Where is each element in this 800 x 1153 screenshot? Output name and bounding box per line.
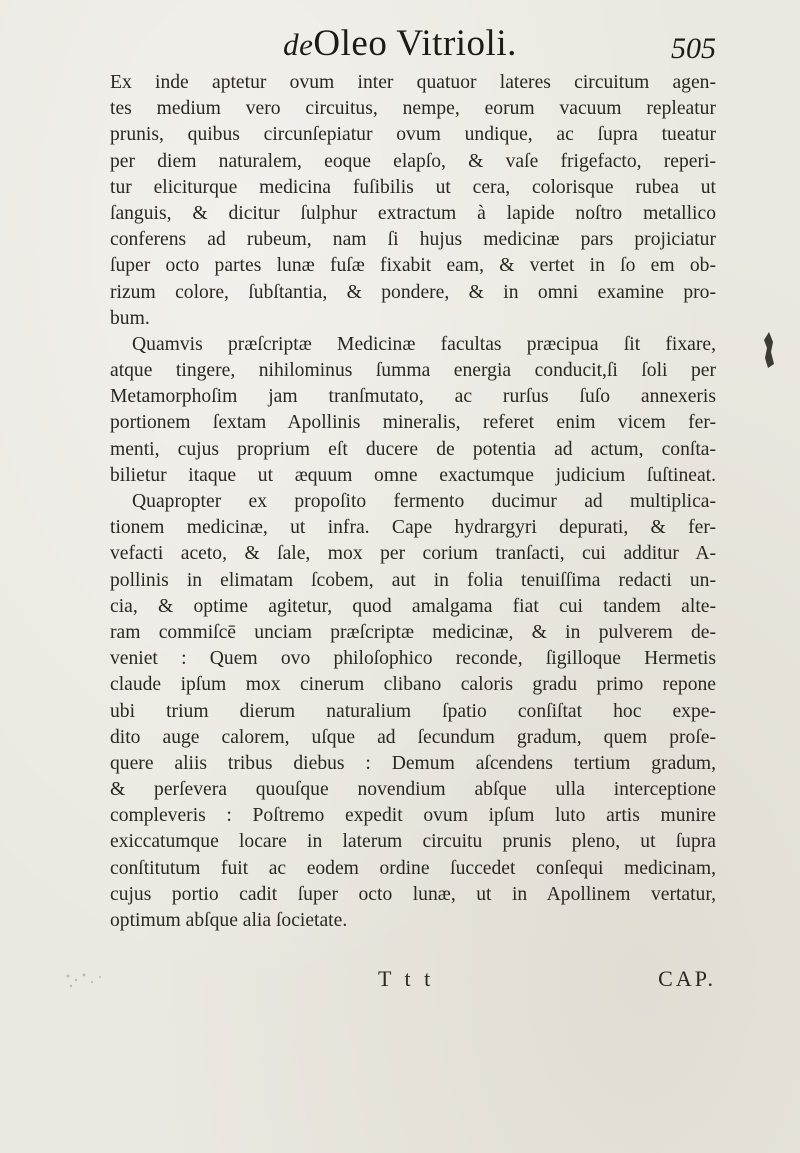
text-line: tionem medicinæ, ut infra. Cape hydrargyri depurati, & fer- [110, 517, 716, 539]
text-line: conſtitutum fuit ac eodem ordine ſuccedet conſequi medicinam, [110, 857, 716, 879]
text-line: veniet : Quem ovo philoſophico reconde, ſigilloque Hermetis [110, 648, 716, 670]
text-line: ubi trium dierum naturalium ſpatio conſiſtat hoc expe- [110, 700, 716, 722]
text-line: menti, cujus proprium eſt ducere de potentia ad actum, conſta- [110, 438, 716, 460]
running-head-italic: de [283, 27, 314, 62]
text-line: compleveris : Poſtremo expedit ovum ipſum luto artis munire [110, 805, 716, 827]
text-line: claude ipſum mox cinerum clibano caloris gradu primo repone [110, 674, 716, 696]
text-line: ſuper octo partes lunæ fuſæ fixabit eam, & vertet in ſo em ob- [110, 255, 716, 277]
text-line: bilietur itaque ut æquum omne exactumque judicium ſuſtineat. [110, 464, 716, 486]
running-head-title: Oleo Vitrioli. [313, 23, 517, 64]
text-line: portionem ſextam Apollinis mineralis, referet enim vicem fer- [110, 412, 716, 434]
ink-smudge [62, 968, 132, 992]
text-line: vefacti aceto, & ſale, mox per corium tranſacti, cui additur A- [110, 543, 716, 565]
text-line: Metamorphoſim jam tranſmutato, ac rurſus ſuſo annexeris [110, 386, 716, 408]
text-line: tur eliciturque medicina fuſibilis ut cera, colorisque rubea ut [110, 176, 716, 198]
text-line: pollinis in elimatam ſcobem, aut in folia tenuiſſima redacti un- [110, 569, 716, 591]
text-line: cujus portio cadit ſuper octo lunæ, ut in Apollinem vertatur, [110, 883, 716, 905]
text-line: conferens ad rubeum, nam ſi hujus medicinæ pars projiciatur [110, 229, 716, 251]
page-header [0, 14, 800, 74]
page-footer [110, 962, 716, 996]
text-line: Quapropter ex propoſito fermento ducimur ad multiplica- [132, 491, 716, 512]
text-line: bum. [110, 307, 150, 329]
text-line: tes medium vero circuitus, nempe, eorum vacuum repleatur [110, 98, 716, 120]
paragraph-1 [110, 70, 716, 332]
text-line: exiccatumque locare in laterum circuitu prunis pleno, ut ſupra [110, 831, 716, 853]
text-line: Quamvis præſcriptæ Medicinæ facultas præcipua ſit fixare, [132, 333, 716, 355]
text-line: ſanguis, & dicitur ſulphur extractum à lapide noſtro metallico [110, 202, 716, 224]
ink-stain [762, 330, 776, 370]
page-number: 505 [671, 32, 716, 65]
text-line: dito auge calorem, uſque ad ſecundum gradum, quem proſe- [110, 726, 716, 748]
text-line: optimum abſque alia ſocietate. [110, 910, 348, 931]
text-line: prunis, quibus circunſepiatur ovum undique, ac ſupra tueatur [110, 124, 716, 146]
text-line: & perſevera quouſque novendium abſque ulla interceptione [110, 779, 716, 801]
text-line: per diem naturalem, eoque elapſo, & vaſe frigefacto, reperi- [110, 150, 716, 172]
signature-mark: T t t [378, 966, 435, 991]
text-line: quere aliis tribus diebus : Demum aſcendens tertium gradum, [110, 752, 716, 774]
text-line: Ex inde aptetur ovum inter quatuor lateres circuitum agen- [110, 72, 716, 93]
text-line: cia, & optime agitetur, quod amalgama fiat cui tandem alte- [110, 595, 716, 617]
catchword: CAP. [658, 966, 716, 991]
body-text [110, 70, 716, 934]
text-line: ram commiſcē unciam præſcriptæ medicinæ, & in pulverem de- [110, 621, 716, 643]
text-line: rizum colore, ſubſtantia, & pondere, & in omni examine pro- [110, 281, 716, 303]
paragraph-2 [110, 332, 716, 489]
text-line: atque tingere, nihilominus ſumma energia conducit,ſi ſoli per [110, 360, 716, 382]
paragraph-3 [110, 489, 716, 934]
